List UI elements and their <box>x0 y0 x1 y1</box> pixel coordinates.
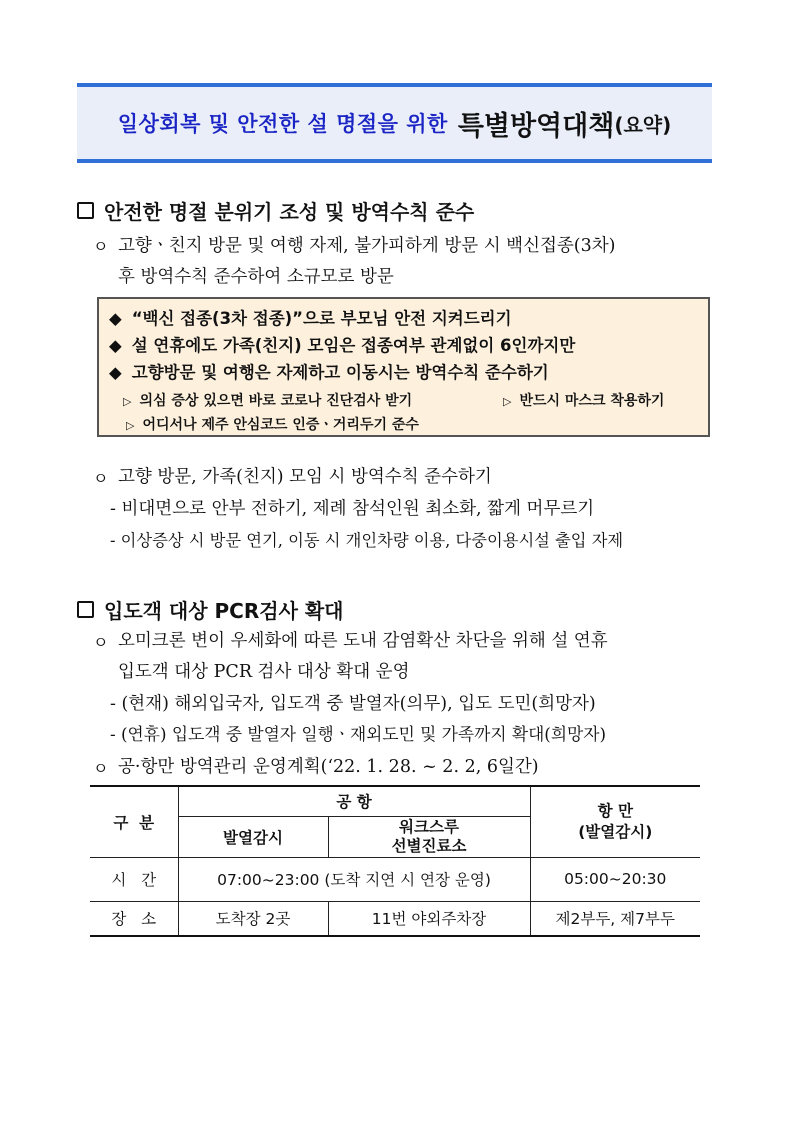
triangle-bullet-icon: ▷ <box>126 419 135 432</box>
circle-bullet-icon: ㅇ <box>93 469 109 488</box>
highlight-sub-1 <box>123 390 412 410</box>
row-time-label: 시 간 <box>90 857 178 901</box>
triangle-bullet-icon: ▷ <box>123 395 132 408</box>
highlight-sub-3 <box>126 414 419 434</box>
s1-d2: - 이상증상 시 방문 연기, 이동 시 개인차량 이용, 다중이용시설 출입 자제 <box>110 531 624 550</box>
section2-title: 입도객 대상 PCR검사 확대 <box>104 599 344 623</box>
checkbox-square-icon <box>77 202 94 219</box>
header-walkthrough <box>328 816 530 857</box>
section2-heading <box>77 595 344 624</box>
highlight-text-1: “백신 접종(3차 접종)”으로 부모님 안전 지켜드리기 <box>131 309 512 328</box>
header-port-sub: (발열감시) <box>578 822 653 841</box>
circle-bullet-icon: ㅇ <box>93 237 109 256</box>
title-main: 특별방역대책 <box>457 110 615 142</box>
header-port-title: 항 만 <box>597 801 633 820</box>
row-place-label: 장 소 <box>90 901 178 936</box>
diamond-bullet-icon: ◆ <box>109 336 122 355</box>
highlight-sub-text-2: 반드시 마스크 착용하기 <box>519 393 665 409</box>
s2-p1-line1: 오미크론 변이 우세화에 따른 도내 감염확산 차단을 위해 설 연휴 <box>118 631 608 651</box>
header-fever: 발열감시 <box>178 816 328 857</box>
s1-p1-line2: 후 방역수칙 준수하여 소규모로 방문 <box>118 267 394 287</box>
highlight-text-2: 설 연휴에도 가족(친지) 모임은 접종여부 관계없이 6인까지만 <box>131 336 576 355</box>
highlight-text-3: 고향방문 및 여행은 자제하고 이동시는 방역수칙 준수하기 <box>131 363 549 382</box>
triangle-bullet-icon: ▷ <box>503 395 512 408</box>
circle-bullet-icon: ㅇ <box>93 759 109 778</box>
row-place-fever: 도착장 2곳 <box>178 901 328 936</box>
s2-p2: 공·항만 방역관리 운영계획(‘22. 1. 28. ~ 2. 2, 6일간) <box>118 757 539 777</box>
highlight-sub-text-1: 의심 증상 있으면 바로 코로나 진단검사 받기 <box>139 393 413 409</box>
s2-d1: - (현재) 해외입국자, 입도객 중 발열자(의무), 입도 도민(희망자) <box>110 694 596 714</box>
s2-p1-line2: 입도객 대상 PCR 검사 대상 확대 운영 <box>118 662 410 682</box>
header-airport: 공 항 <box>178 786 530 816</box>
row-place-walkthrough: 11번 야외주차장 <box>328 901 530 936</box>
s1-p2: 고향 방문, 가족(친지) 모임 시 방역수칙 준수하기 <box>118 467 492 487</box>
highlight-row-3 <box>109 359 549 383</box>
s1-d1: - 비대면으로 안부 전하기, 제례 참석인원 최소화, 짧게 머무르기 <box>110 499 595 519</box>
title-blue: 일상회복 및 안전한 설 명절을 위한 <box>117 112 448 136</box>
diamond-bullet-icon: ◆ <box>109 309 122 328</box>
row-time-airport: 07:00~23:00 (도착 지연 시 연장 운영) <box>178 857 530 901</box>
header-walkthrough-line1: 워크스루 <box>399 817 459 836</box>
checkbox-square-icon <box>77 601 94 618</box>
row-place-port: 제2부두, 제7부두 <box>530 901 700 936</box>
circle-bullet-icon: ㅇ <box>93 633 109 652</box>
diamond-bullet-icon: ◆ <box>109 363 122 382</box>
title-banner <box>77 83 712 163</box>
highlight-box <box>97 297 710 437</box>
header-walkthrough-line2: 선별진료소 <box>391 836 467 855</box>
table-row <box>90 901 700 936</box>
row-time-port: 05:00~20:30 <box>530 857 700 901</box>
section1-title: 안전한 명절 분위기 조성 및 방역수칙 준수 <box>104 200 475 224</box>
table-header-row <box>90 786 700 816</box>
highlight-row-1 <box>109 305 512 329</box>
header-port <box>530 786 700 857</box>
table-row <box>90 857 700 901</box>
highlight-sub-text-3: 어디서나 제주 안심코드 인증ㆍ거리두기 준수 <box>142 417 419 433</box>
section1-heading <box>77 196 474 225</box>
s1-p1-line1: 고향ㆍ친지 방문 및 여행 자제, 불가피하게 방문 시 백신접종(3차) <box>118 236 616 256</box>
highlight-sub-2 <box>503 390 664 410</box>
s2-d2: - (연휴) 입도객 중 발열자 일행ㆍ재외도민 및 가족까지 확대(희망자) <box>110 724 607 744</box>
schedule-table <box>90 785 700 937</box>
highlight-row-2 <box>109 332 575 356</box>
title-summary: (요약) <box>614 112 672 137</box>
header-gubun: 구 분 <box>90 786 178 857</box>
